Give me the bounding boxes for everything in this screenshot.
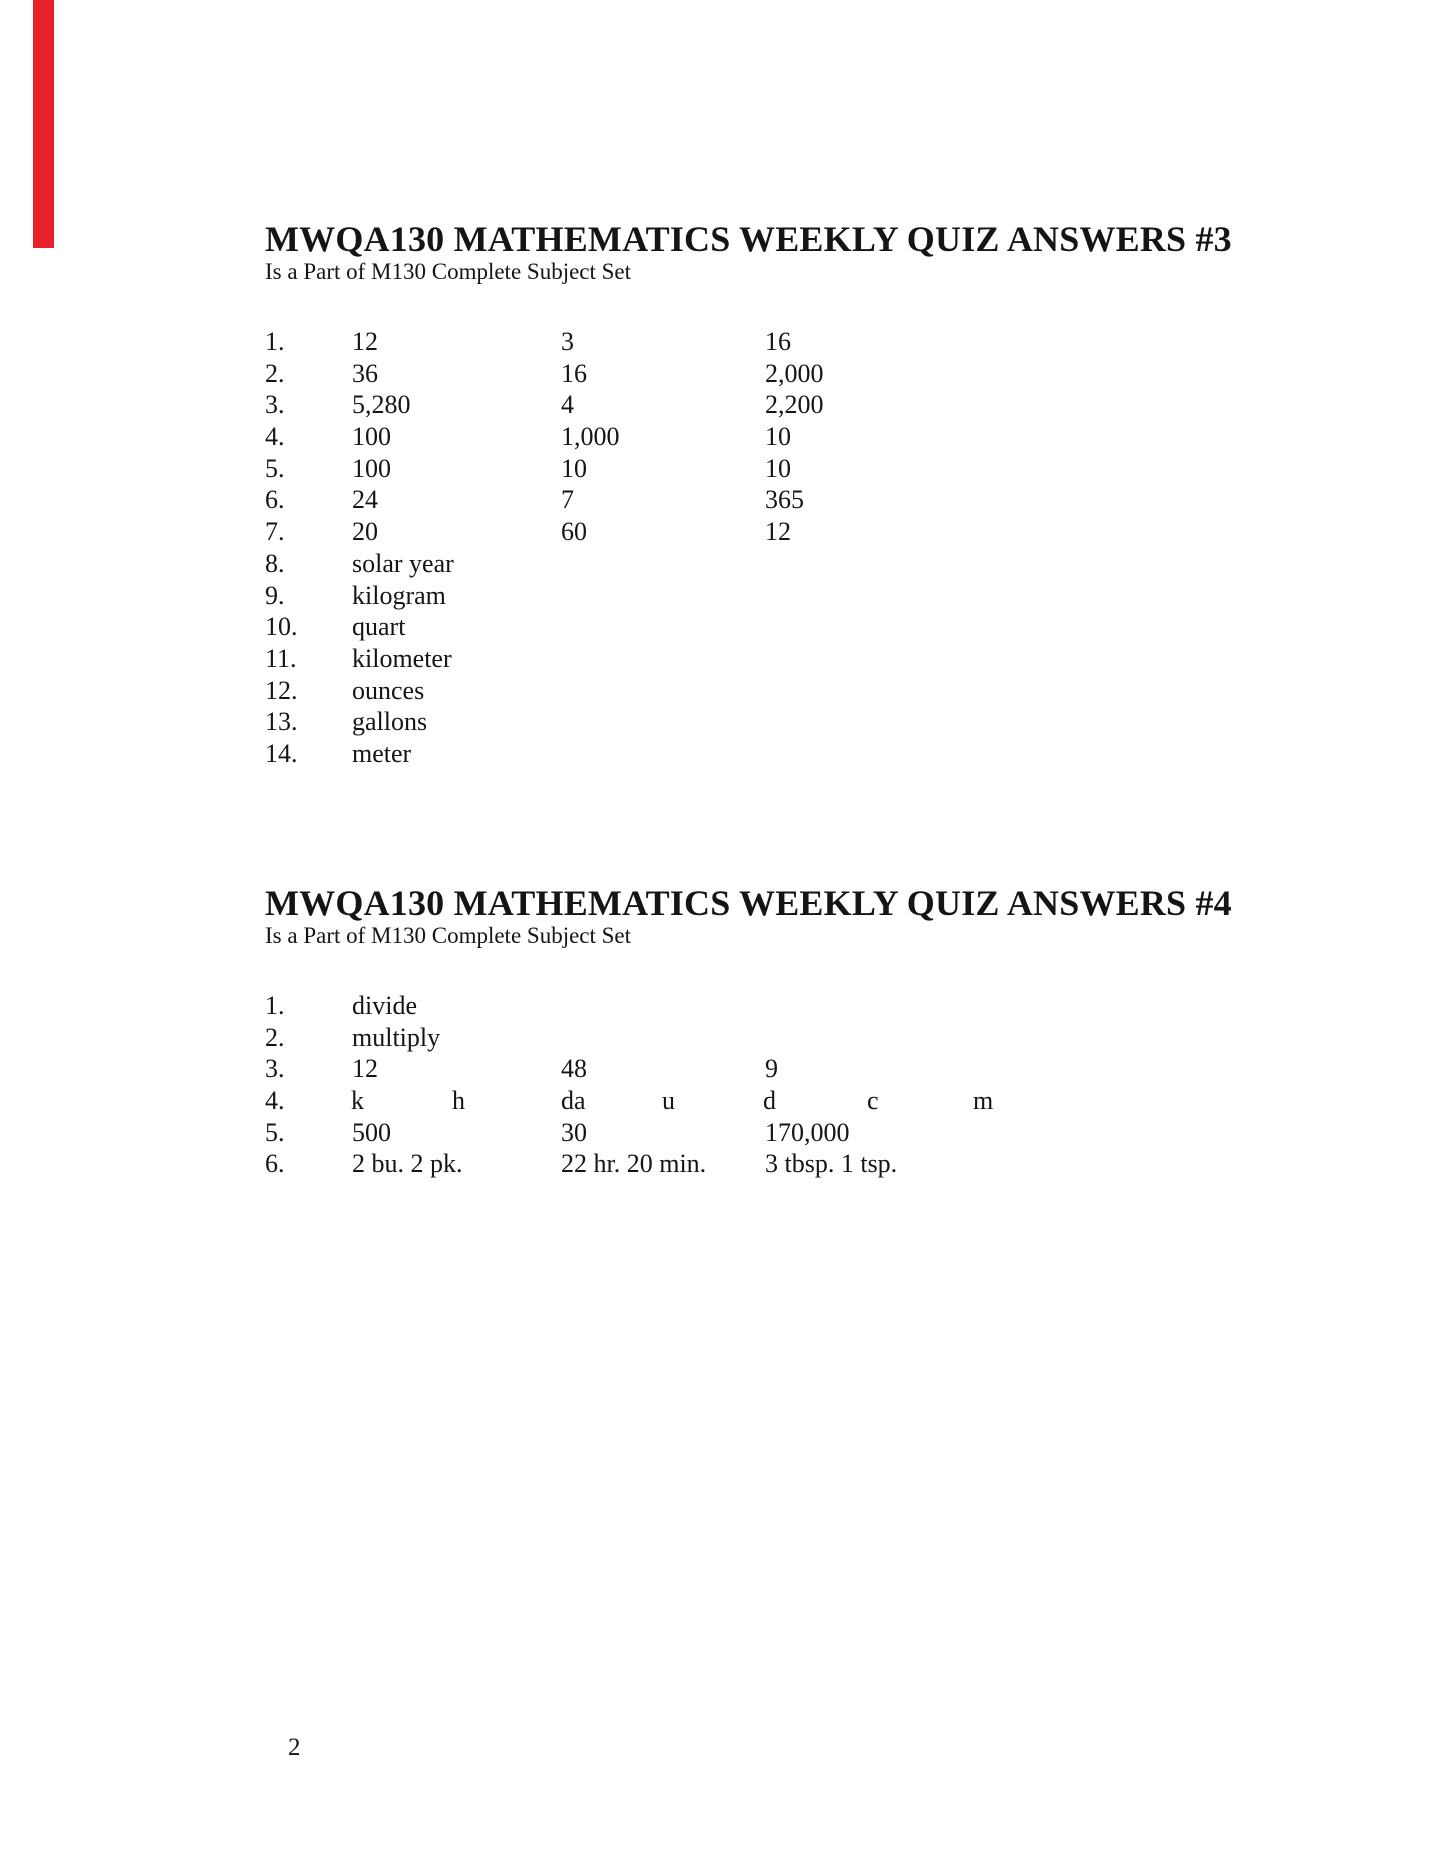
- answer-row: [265, 389, 1365, 421]
- answer-value: multiply: [352, 1022, 441, 1052]
- answer-number: 10.: [265, 612, 298, 642]
- answer-number: 4.: [265, 422, 285, 452]
- answer-row: [265, 1085, 1365, 1117]
- answer-number: 1.: [265, 991, 285, 1020]
- section-title: MWQA130 MATHEMATICS WEEKLY QUIZ ANSWERS #4: [265, 883, 1232, 923]
- answer-value: divide: [352, 991, 417, 1020]
- answer-number: 1.: [265, 327, 285, 356]
- answer-number: 5.: [265, 1117, 285, 1147]
- answer-number: 8.: [265, 548, 285, 578]
- answer-value: quart: [352, 612, 406, 642]
- answer-row: [265, 1022, 1365, 1054]
- answer-value: 365: [765, 485, 804, 515]
- answer-value: 10: [765, 422, 791, 452]
- answer-value: 100: [352, 422, 391, 452]
- answer-row: [265, 421, 1365, 453]
- answer-value: 3: [561, 327, 574, 356]
- answer-value: k: [351, 1086, 364, 1116]
- answer-value: h: [452, 1086, 465, 1116]
- answer-value: meter: [352, 738, 412, 768]
- answer-value: 20: [352, 517, 378, 547]
- red-scan-stripe: [33, 0, 54, 248]
- answer-value: 36: [352, 358, 378, 388]
- answer-value: 5,280: [352, 390, 411, 420]
- answer-value: 12: [765, 517, 791, 547]
- answer-number: 9.: [265, 580, 285, 610]
- answer-value: 500: [352, 1117, 391, 1147]
- page-number: 2: [288, 1734, 301, 1761]
- answer-number: 12.: [265, 675, 298, 705]
- answer-row: [265, 548, 1365, 580]
- answer-value: 16: [561, 358, 587, 388]
- answer-value: m: [973, 1086, 994, 1116]
- answer-row: [265, 1117, 1365, 1149]
- answer-row: [265, 1053, 1365, 1085]
- answer-value: 22 hr. 20 min.: [561, 1149, 707, 1179]
- answer-value: 9: [765, 1054, 778, 1084]
- answer-value: gallons: [352, 707, 428, 737]
- answer-row: [265, 358, 1365, 390]
- answer-value: 2,200: [765, 390, 824, 420]
- answer-number: 3.: [265, 1054, 285, 1084]
- answer-row: [265, 453, 1365, 485]
- answer-row: [265, 706, 1365, 738]
- answer-value: ounces: [352, 675, 425, 705]
- answer-value: 60: [561, 517, 587, 547]
- answer-list: [265, 990, 1365, 1180]
- answer-value: d: [763, 1086, 776, 1116]
- answer-row: [265, 580, 1365, 612]
- answer-value: 100: [352, 453, 391, 483]
- answer-value: 48: [561, 1054, 587, 1084]
- answer-row: [265, 990, 1365, 1022]
- answer-value: 1,000: [561, 422, 620, 452]
- answer-row: [265, 516, 1365, 548]
- answer-value: 12: [352, 1054, 378, 1084]
- answer-number: 6.: [265, 1149, 285, 1179]
- answer-row: [265, 611, 1365, 643]
- answer-value: 2 bu. 2 pk.: [352, 1149, 463, 1179]
- answer-number: 4.: [265, 1086, 285, 1116]
- answer-row: [265, 326, 1365, 358]
- section-subtitle: Is a Part of M130 Complete Subject Set: [265, 259, 632, 284]
- answer-value: 30: [561, 1117, 587, 1147]
- answer-row: [265, 675, 1365, 707]
- answer-value: c: [867, 1086, 879, 1116]
- answer-value: 16: [765, 327, 791, 356]
- answer-list: [265, 326, 1365, 770]
- quiz-answers-section-3: [265, 220, 1365, 770]
- answer-value: 10: [765, 453, 791, 483]
- answer-number: 13.: [265, 707, 298, 737]
- answer-value: kilogram: [352, 580, 446, 610]
- answer-row: [265, 738, 1365, 770]
- answer-row: [265, 484, 1365, 516]
- section-subtitle: Is a Part of M130 Complete Subject Set: [265, 923, 632, 948]
- answer-value: 170,000: [765, 1117, 850, 1147]
- answer-number: 2.: [265, 358, 285, 388]
- answer-number: 5.: [265, 453, 285, 483]
- answer-row: [265, 643, 1365, 675]
- answer-value: 7: [561, 485, 574, 515]
- quiz-answers-section-4: [265, 884, 1365, 1180]
- answer-row: [265, 1148, 1365, 1180]
- answer-value: 24: [352, 485, 378, 515]
- answer-number: 7.: [265, 517, 285, 547]
- answer-number: 14.: [265, 738, 298, 768]
- answer-value: u: [662, 1086, 675, 1116]
- answer-value: 10: [561, 453, 587, 483]
- answer-number: 2.: [265, 1022, 285, 1052]
- section-title: MWQA130 MATHEMATICS WEEKLY QUIZ ANSWERS #3: [265, 219, 1232, 259]
- answer-value: 4: [561, 390, 574, 420]
- answer-value: 2,000: [765, 358, 824, 388]
- answer-value: 3 tbsp. 1 tsp.: [765, 1149, 898, 1179]
- answer-number: 3.: [265, 390, 285, 420]
- answer-value: 12: [352, 327, 378, 356]
- answer-number: 6.: [265, 485, 285, 515]
- answer-value: kilometer: [352, 643, 452, 673]
- answer-value: solar year: [352, 548, 454, 578]
- answer-number: 11.: [265, 643, 297, 673]
- answer-value: da: [561, 1086, 586, 1116]
